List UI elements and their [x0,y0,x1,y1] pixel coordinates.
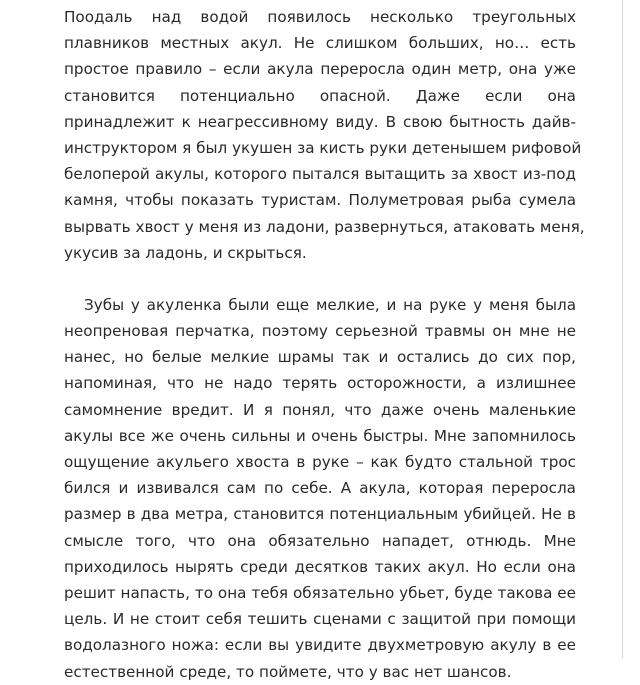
paragraph-2 [64,292,576,685]
text-line: естественной среде, то поймете, что у вас нет шансов. [64,662,512,681]
text-line: простое правило – если акула переросла один метр, она уже [64,60,576,79]
text-line: приходилось нырять среди десятков таких акул. Но если она [64,557,576,576]
text-line: напоминая, что не надо терять осторожности, а излишнее [64,374,576,393]
text-line: нанес, но белые мелкие шрамы так и остались до сих пор, [64,348,576,367]
text-line: вырвать хвост у меня из ладони, развернуться, атаковать меня, [64,217,585,236]
text-line: смысле того, что она обязательно нападет, отнюдь. Мне [64,531,576,550]
text-line: ощущение акульего хвоста в руке – как будто стальной трос [64,453,576,471]
paragraph-1 [64,4,585,266]
text-line: инструктором я был укушен за кисть руки детенышем рифовой [64,138,582,157]
text-line: самомнение вредит. И я понял, что даже очень маленькие [64,400,576,419]
text-line: камня, чтобы показать туристам. Полуметровая рыба сумела [64,191,576,210]
text-line: акулы все же очень сильны и очень быстры. Мне запомнилось [64,426,576,445]
text-line: становится потенциально опасной. Даже если она [64,86,576,105]
text-line: бился и извивался сам по себе. А акула, которая переросла [64,479,576,498]
text-line: размер в два метра, становится потенциальным убийцей. Не в [64,505,576,524]
text-line: принадлежит к неагрессивному виду. В свою бытность дайв- [64,112,576,131]
text-line: цель. И не стоит себя тешить сценами с защитой при помощи [64,610,576,629]
text-line: белоперой акулы, которого пытался вытащить за хвост из-под [64,165,576,184]
text-line: Поодаль над водой появилось несколько треугольных [64,8,576,26]
text-line: неопреновая перчатка, поэтому серьезной травмы он мне не [64,322,576,341]
text-line: плавников местных акул. Не слишком больших, но… есть [64,34,576,53]
text-line: водолазного ножа: если вы увидите двухметровую акулу в ее [64,636,576,655]
page-edge-divider [622,0,623,658]
body-text [64,4,585,685]
text-line: решит напасть, то она тебя обязательно убьет, буде такова ее [64,583,576,602]
text-line: укусив за ладонь, и скрыться. [64,243,307,262]
text-line: Зубы у акуленка были еще мелкие, и на руке у меня была [84,295,576,314]
